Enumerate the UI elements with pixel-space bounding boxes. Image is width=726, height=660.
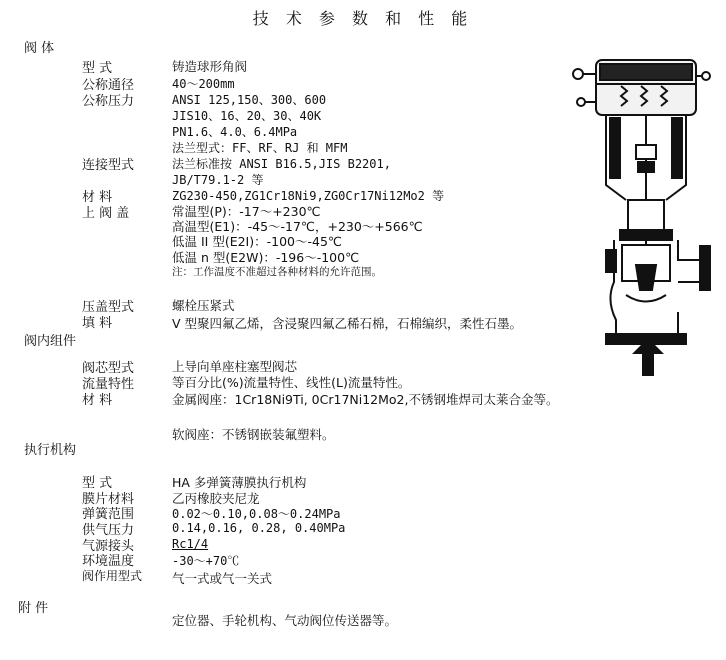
value-action-type: 气一式或气一关式: [172, 571, 273, 586]
label-type: 型 式: [82, 61, 113, 76]
section-heading-trim: 阀内组件: [24, 334, 77, 349]
label-bonnet: 上 阀 盖: [82, 206, 130, 221]
value-bonnet-low2: 低温 II 型(E2I)：-100～-45℃: [172, 234, 342, 249]
value-air-connection: Rc1/4: [172, 537, 209, 551]
label-diaphragm: 膜片材料: [82, 492, 135, 507]
value-bonnet-high: 高温型(E1)：-45～-17℃，+230～+566℃: [172, 219, 423, 234]
value-nominal-diameter: 40～200mm: [172, 77, 235, 91]
value-diaphragm: 乙丙橡胶夹尼龙: [172, 491, 260, 506]
value-soft-seat: 软阀座：不锈钢嵌装氟塑料。: [172, 427, 335, 442]
value-spring-range: 0.02～0.10,0.08～0.24MPa: [172, 507, 341, 521]
value-actuator-type: HA 多弹簧薄膜执行机构: [172, 475, 307, 490]
label-gland: 压盖型式: [82, 300, 135, 315]
page-title: 技 术 参 数 和 性 能: [252, 9, 474, 28]
value-packing: V 型聚四氟乙烯，含浸聚四氟乙稀石棉，石棉编织，柔性石墨。: [172, 316, 523, 331]
label-air-connection: 气源接头: [82, 539, 135, 554]
label-spring-range: 弹簧范围: [82, 507, 135, 522]
section-heading-actuator: 执行机构: [24, 443, 77, 458]
value-connection-2: JB/T79.1-2 等: [172, 173, 264, 187]
value-connection-1: 法兰标准按 ANSI B16.5,JIS B2201,: [172, 157, 391, 171]
label-plug-type: 阀芯型式: [82, 361, 135, 376]
value-accessories: 定位器、手轮机构、气动阀位传送器等。: [172, 613, 398, 628]
value-metal-seat: 金属阀座：1Cr18Ni9Ti, 0Cr17Ni12Mo2,不锈钢堆焊司太莱合金等。: [172, 392, 559, 407]
value-pressure-jis: JIS10、16、20、30、40K: [172, 109, 322, 123]
label-action-type: 阀作用型式: [82, 569, 143, 583]
value-ambient-temp: -30～+70℃: [172, 554, 240, 568]
value-temp-note: 注：工作温度不准超过各种材料的允许范围。: [172, 266, 382, 278]
value-material: ZG230-450,ZG1Cr18Ni9,ZG0Cr17Ni12Mo2 等: [172, 189, 445, 203]
angle-valve-diagram-icon: [566, 50, 716, 380]
value-pressure-ansi: ANSI 125,150、300、600: [172, 93, 327, 107]
value-plug-type: 上导向单座柱塞型阀芯: [172, 359, 298, 374]
section-heading-accessories: 附 件: [18, 601, 49, 616]
value-pressure-pn: PN1.6、4.0、6.4MPa: [172, 125, 298, 139]
section-heading-body: 阀 体: [24, 41, 55, 56]
label-connection: 连接型式: [82, 158, 135, 173]
value-flange-type: 法兰型式：FF、RF、RJ 和 MFM: [172, 141, 348, 155]
value-bonnet-lown: 低温 n 型(E2W)：-196～-100℃: [172, 250, 360, 265]
label-nominal-diameter: 公称通径: [82, 78, 135, 93]
flow-arrow-up-icon: [630, 336, 666, 378]
value-flow-char: 等百分比(%)流量特性、线性(L)流量特性。: [172, 375, 411, 390]
label-actuator-type: 型 式: [82, 476, 113, 491]
value-gland: 螺栓压紧式: [172, 298, 235, 313]
label-trim-material: 材 料: [82, 393, 113, 408]
label-packing: 填 料: [82, 316, 113, 331]
value-supply-pressure: 0.14,0.16, 0.28, 0.40MPa: [172, 521, 346, 535]
value-bonnet-normal: 常温型(P)：-17～+230℃: [172, 204, 321, 219]
value-type: 铸造球形角阀: [172, 59, 248, 74]
label-nominal-pressure: 公称压力: [82, 94, 135, 109]
label-supply-pressure: 供气压力: [82, 523, 135, 538]
label-flow-char: 流量特性: [82, 377, 135, 392]
label-ambient-temp: 环境温度: [82, 554, 135, 569]
label-material: 材 料: [82, 190, 113, 205]
